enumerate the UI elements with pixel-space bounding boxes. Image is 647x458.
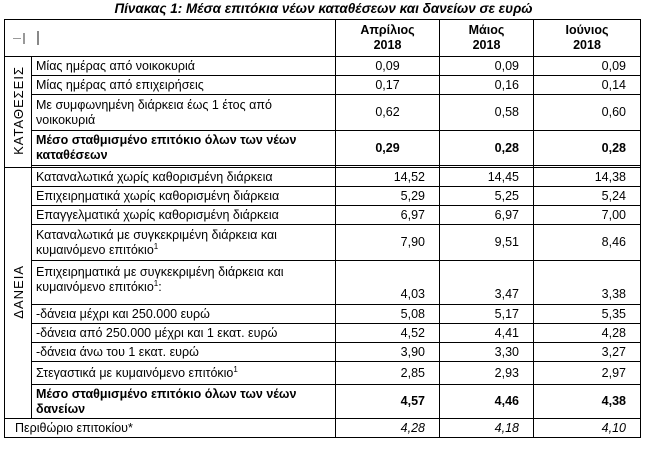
table-row-total xyxy=(5,131,641,166)
value-cell: 0,09 xyxy=(534,57,641,76)
header-corner-cell xyxy=(5,20,336,57)
row-label: -δάνεια από 250.000 μέχρι και 1 εκατ. ευρώ xyxy=(32,324,336,343)
table-row xyxy=(5,261,641,305)
value-cell: 5,24 xyxy=(534,187,641,206)
section-label-loans: ΔΑΝΕΙΑ xyxy=(5,168,32,419)
value-cell: 5,35 xyxy=(534,305,641,324)
table-row-margin xyxy=(5,419,641,438)
value-cell: 3,47 xyxy=(440,261,534,305)
row-label: Μέσο σταθμισμένο επιτόκιο όλων των νέων δανείων xyxy=(32,385,336,419)
value-cell: 0,29 xyxy=(336,131,440,166)
value-cell: 8,46 xyxy=(534,225,641,261)
value-cell: 4,57 xyxy=(336,385,440,419)
value-cell: 0,14 xyxy=(534,76,641,95)
table-row xyxy=(5,362,641,385)
value-cell: 0,62 xyxy=(336,95,440,131)
value-cell: 0,58 xyxy=(440,95,534,131)
table-row xyxy=(5,95,641,131)
table-row xyxy=(5,343,641,362)
value-cell: 4,28 xyxy=(534,324,641,343)
table-row xyxy=(5,57,641,76)
value-cell: 0,28 xyxy=(440,131,534,166)
row-label: -δάνεια μέχρι και 250.000 ευρώ xyxy=(32,305,336,324)
row-label: Επιχειρηματικά χωρίς καθορισμένη διάρκεια xyxy=(32,187,336,206)
row-label: Μίας ημέρας από επιχειρήσεις xyxy=(32,76,336,95)
value-cell: 5,25 xyxy=(440,187,534,206)
value-cell: 4,41 xyxy=(440,324,534,343)
table-row xyxy=(5,168,641,187)
row-label: Περιθώριο επιτοκίου* xyxy=(5,419,336,438)
value-cell: 7,90 xyxy=(336,225,440,261)
column-header-year: 2018 xyxy=(573,38,601,52)
row-label: Επιχειρηματικά με συγκεκριμένη διάρκεια και κυμαινόμενο επιτόκιο xyxy=(36,265,284,294)
value-cell: 4,10 xyxy=(534,419,641,438)
section-label-deposits: ΚΑΤΑΘΕΣΕΙΣ xyxy=(5,57,32,168)
value-cell: 4,18 xyxy=(440,419,534,438)
value-cell: 6,97 xyxy=(440,206,534,225)
column-header-month: Απρίλιος xyxy=(360,23,415,37)
row-label: Καταναλωτικά χωρίς καθορισμένη διάρκεια xyxy=(32,168,336,187)
value-cell: 9,51 xyxy=(440,225,534,261)
footnote-marker: 1 xyxy=(153,241,159,251)
value-cell: 4,52 xyxy=(336,324,440,343)
value-cell: 14,45 xyxy=(440,168,534,187)
column-header-year: 2018 xyxy=(373,38,402,52)
row-label: -δάνεια άνω του 1 εκατ. ευρώ xyxy=(32,343,336,362)
value-cell: 4,46 xyxy=(440,385,534,419)
table-row xyxy=(5,324,641,343)
footnote-marker: 1 xyxy=(153,278,159,288)
value-cell: 3,90 xyxy=(336,343,440,362)
value-cell: 4,38 xyxy=(534,385,641,419)
row-label-cell xyxy=(32,261,336,305)
value-cell: 2,85 xyxy=(336,362,440,385)
value-cell: 4,28 xyxy=(336,419,440,438)
value-cell: 3,30 xyxy=(440,343,534,362)
value-cell: 5,17 xyxy=(440,305,534,324)
column-header-month: Ιούνιος xyxy=(565,23,609,37)
value-cell: 0,28 xyxy=(534,131,641,166)
row-label-cell xyxy=(32,362,336,385)
table-row xyxy=(5,76,641,95)
row-label: Επαγγελματικά χωρίς καθορισμένη διάρκεια xyxy=(32,206,336,225)
table-row xyxy=(5,305,641,324)
value-cell: 14,38 xyxy=(534,168,641,187)
value-cell: 0,09 xyxy=(336,57,440,76)
row-label-suffix: : xyxy=(158,280,162,294)
column-header-year: 2018 xyxy=(472,38,501,52)
column-header-april xyxy=(336,20,440,57)
value-cell: 5,29 xyxy=(336,187,440,206)
column-header-may xyxy=(440,20,534,57)
column-header-month: Μάιος xyxy=(468,23,505,37)
footnote-marker: 1 xyxy=(233,364,238,374)
table-handle-icon xyxy=(9,20,331,56)
value-cell: 3,38 xyxy=(534,261,641,305)
table-title: Πίνακας 1: Μέσα επιτόκια νέων καταθέσεων και δανείων σε ευρώ xyxy=(114,1,533,16)
interest-rates-table xyxy=(4,19,641,438)
table-row xyxy=(5,206,641,225)
value-cell: 3,27 xyxy=(534,343,641,362)
value-cell: 2,93 xyxy=(440,362,534,385)
table-row xyxy=(5,187,641,206)
row-label: Μίας ημέρας από νοικοκυριά xyxy=(32,57,336,76)
row-label: Καταναλωτικά με συγκεκριμένη διάρκεια και κυμαινόμενο επιτόκιο xyxy=(36,227,277,257)
value-cell: 0,16 xyxy=(440,76,534,95)
table-row xyxy=(5,225,641,261)
value-cell: 2,97 xyxy=(534,362,641,385)
value-cell: 0,09 xyxy=(440,57,534,76)
value-cell: 6,97 xyxy=(336,206,440,225)
value-cell: 0,17 xyxy=(336,76,440,95)
row-label: Με συμφωνημένη διάρκεια έως 1 έτος από νοικοκυριά xyxy=(32,95,336,131)
header-row xyxy=(5,20,641,57)
value-cell: 7,00 xyxy=(534,206,641,225)
value-cell: 5,08 xyxy=(336,305,440,324)
row-label: Μέσο σταθμισμένο επιτόκιο όλων των νέων καταθέσεων xyxy=(32,131,336,166)
column-header-june xyxy=(534,20,641,57)
table-row-total xyxy=(5,385,641,419)
row-label-cell xyxy=(32,225,336,261)
value-cell: 4,03 xyxy=(336,261,440,305)
row-label: Στεγαστικά με κυμαινόμενο επιτόκιο xyxy=(36,365,234,380)
value-cell: 0,60 xyxy=(534,95,641,131)
value-cell: 14,52 xyxy=(336,168,440,187)
